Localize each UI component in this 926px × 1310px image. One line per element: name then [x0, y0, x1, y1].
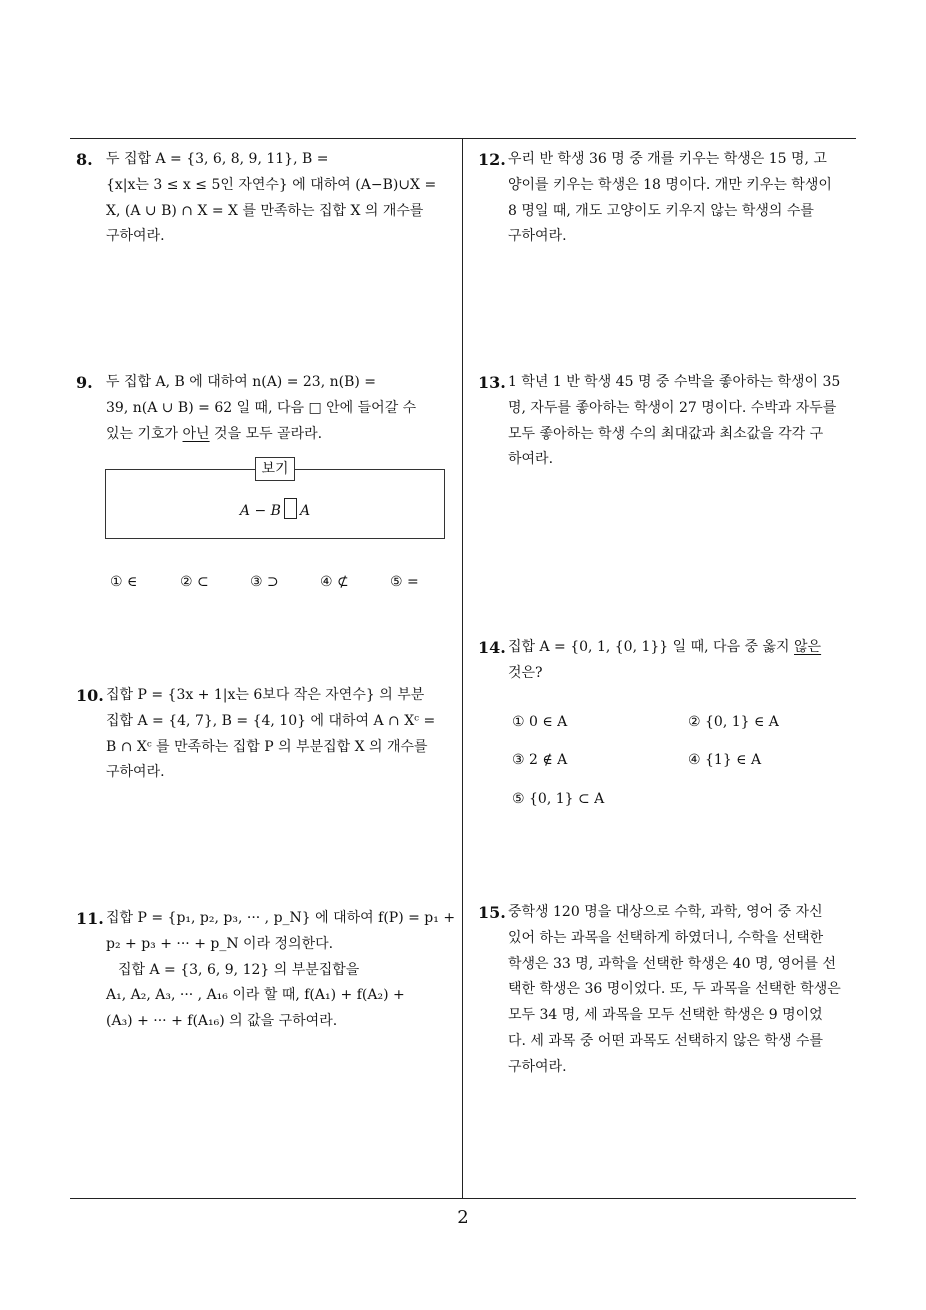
question-line: X, (A ∪ B) ∩ X = X 를 만족하는 집합 X 의 개수를: [106, 202, 424, 219]
choice-1[interactable]: ① 0 ∈ A: [512, 714, 568, 730]
question-line: 1 학년 1 반 학생 45 명 중 수박을 좋아하는 학생이 35: [508, 374, 841, 390]
question-15: [478, 900, 858, 1081]
question-line: 양이를 키우는 학생은 18 명이다. 개만 키우는 학생이: [508, 176, 832, 193]
choice-5[interactable]: ⑤ {0, 1} ⊂ A: [512, 791, 605, 807]
page-number: 2: [457, 1207, 469, 1228]
question-line: [106, 422, 456, 448]
question-line: A₁, A₂, A₃, ··· , A₁₆ 이라 할 때, f(A₁) + f(A₂) +: [106, 987, 405, 1004]
choice-5[interactable]: ⑤ =: [390, 574, 419, 590]
question-text: [106, 683, 456, 786]
question-line: 구하여라.: [106, 228, 165, 245]
question-line: 택한 학생은 36 명이었다. 또, 두 과목을 선택한 학생은: [508, 981, 841, 998]
question-line: 두 집합 A = {3, 6, 8, 9, 11}, B =: [106, 151, 329, 167]
choice-3[interactable]: ③ ⊃: [250, 574, 279, 590]
question-line: 구하여라.: [508, 228, 567, 245]
question-line: 구하여라.: [106, 764, 165, 781]
question-line: p₂ + p₃ + ··· + p_N 이라 정의한다.: [106, 935, 334, 952]
question-11: [76, 906, 456, 1035]
question-text: [106, 370, 456, 447]
question-8: [76, 147, 456, 250]
question-line: 집합 P = {3x + 1|x는 6보다 작은 자연수} 의 부분: [106, 687, 425, 703]
question-line: 우리 반 학생 36 명 중 개를 키우는 학생은 15 명, 고: [508, 151, 827, 167]
question-line: (A₃) + ··· + f(A₁₆) 의 값을 구하여라.: [106, 1013, 338, 1030]
question-line: 학생은 33 명, 과학을 선택한 학생은 40 명, 영어를 선: [508, 955, 837, 972]
blank-box-icon: [284, 498, 297, 519]
choice-3[interactable]: ③ 2 ∉ A: [512, 752, 568, 768]
question-line: 집합 P = {p₁, p₂, p₃, ··· , p_N} 에 대하여 f(P) = p₁ +: [106, 910, 456, 926]
bogi-title: 보기: [255, 457, 295, 481]
question-line: {x|x는 3 ≤ x ≤ 5인 자연수} 에 대하여 (A−B)∪X =: [106, 176, 437, 193]
question-line: B ∩ Xᶜ 를 만족하는 집합 P 의 부분집합 X 의 개수를: [106, 738, 428, 755]
question-number: 12.: [478, 150, 506, 169]
underlined-word: 아닌: [182, 425, 210, 442]
question-line: 집합 A = {4, 7}, B = {4, 10} 에 대하여 A ∩ Xᶜ =: [106, 712, 436, 729]
choice-2[interactable]: ② {0, 1} ∈ A: [688, 714, 779, 730]
question-9: [76, 370, 456, 447]
question-line: 있어 하는 과목을 선택하게 하였더니, 수학을 선택한: [508, 929, 824, 946]
question-10: [76, 683, 456, 786]
question-number: 10.: [76, 686, 104, 705]
question-line: 8 명일 때, 개도 고양이도 키우지 않는 학생의 수를: [508, 202, 814, 219]
question-line: 명, 자두를 좋아하는 학생이 27 명이다. 수박과 자두를: [508, 399, 837, 416]
question-text: [508, 635, 858, 687]
question-number: 15.: [478, 903, 506, 922]
question-number: 9.: [76, 373, 93, 392]
question-line: 구하여라.: [508, 1058, 567, 1075]
question-line: 모두 34 명, 세 과목을 모두 선택한 학생은 9 명이었: [508, 1007, 823, 1024]
question-number: 14.: [478, 638, 506, 657]
underlined-word: 않은: [794, 639, 822, 655]
question-line: 것은?: [508, 664, 543, 681]
question-line: 모두 좋아하는 학생 수의 최대값과 최소값을 각각 구: [508, 425, 824, 442]
choice-1[interactable]: ① ∈: [110, 574, 138, 590]
choice-2[interactable]: ② ⊂: [180, 574, 209, 590]
question-line: 39, n(A ∪ B) = 62 일 때, 다음 □ 안에 들어갈 수: [106, 399, 417, 416]
question-line: [508, 635, 858, 661]
choice-4[interactable]: ④ {1} ∈ A: [688, 752, 762, 768]
question-text: [508, 370, 858, 473]
question-text: [106, 147, 456, 250]
question-line-end: 것을 모두 골라라.: [209, 425, 323, 442]
question-14: [478, 635, 858, 687]
question-line: 두 집합 A, B 에 대하여 n(A) = 23, n(B) =: [106, 374, 377, 390]
question-12: [478, 147, 858, 250]
choice-4[interactable]: ④ ⊄: [320, 574, 349, 590]
question-line: 집합 A = {3, 6, 9, 12} 의 부분집합을: [118, 961, 360, 978]
question-text: [508, 147, 858, 250]
question-line: 하여라.: [508, 451, 554, 468]
question-number: 11.: [76, 909, 104, 928]
question-line: 중학생 120 명을 대상으로 수학, 과학, 영어 중 자신: [508, 904, 823, 920]
bottom-rule: [70, 1198, 856, 1199]
top-rule: [70, 138, 856, 139]
column-divider: [462, 139, 463, 1198]
bogi-expression: [105, 498, 445, 519]
question-line: 다. 세 과목 중 어떤 과목도 선택하지 않은 학생 수를: [508, 1032, 823, 1049]
bogi-expression-left: A − B: [239, 503, 281, 519]
question-line-start: 있는 기호가: [106, 425, 183, 442]
question-text: [508, 900, 858, 1081]
question-number: 8.: [76, 150, 93, 169]
question-line-start: 집합 A = {0, 1, {0, 1}} 일 때, 다음 중 옳지: [508, 639, 795, 655]
question-number: 13.: [478, 373, 506, 392]
question-13: [478, 370, 858, 473]
question-text: [106, 906, 456, 1035]
bogi-expression-right: A: [299, 503, 311, 519]
